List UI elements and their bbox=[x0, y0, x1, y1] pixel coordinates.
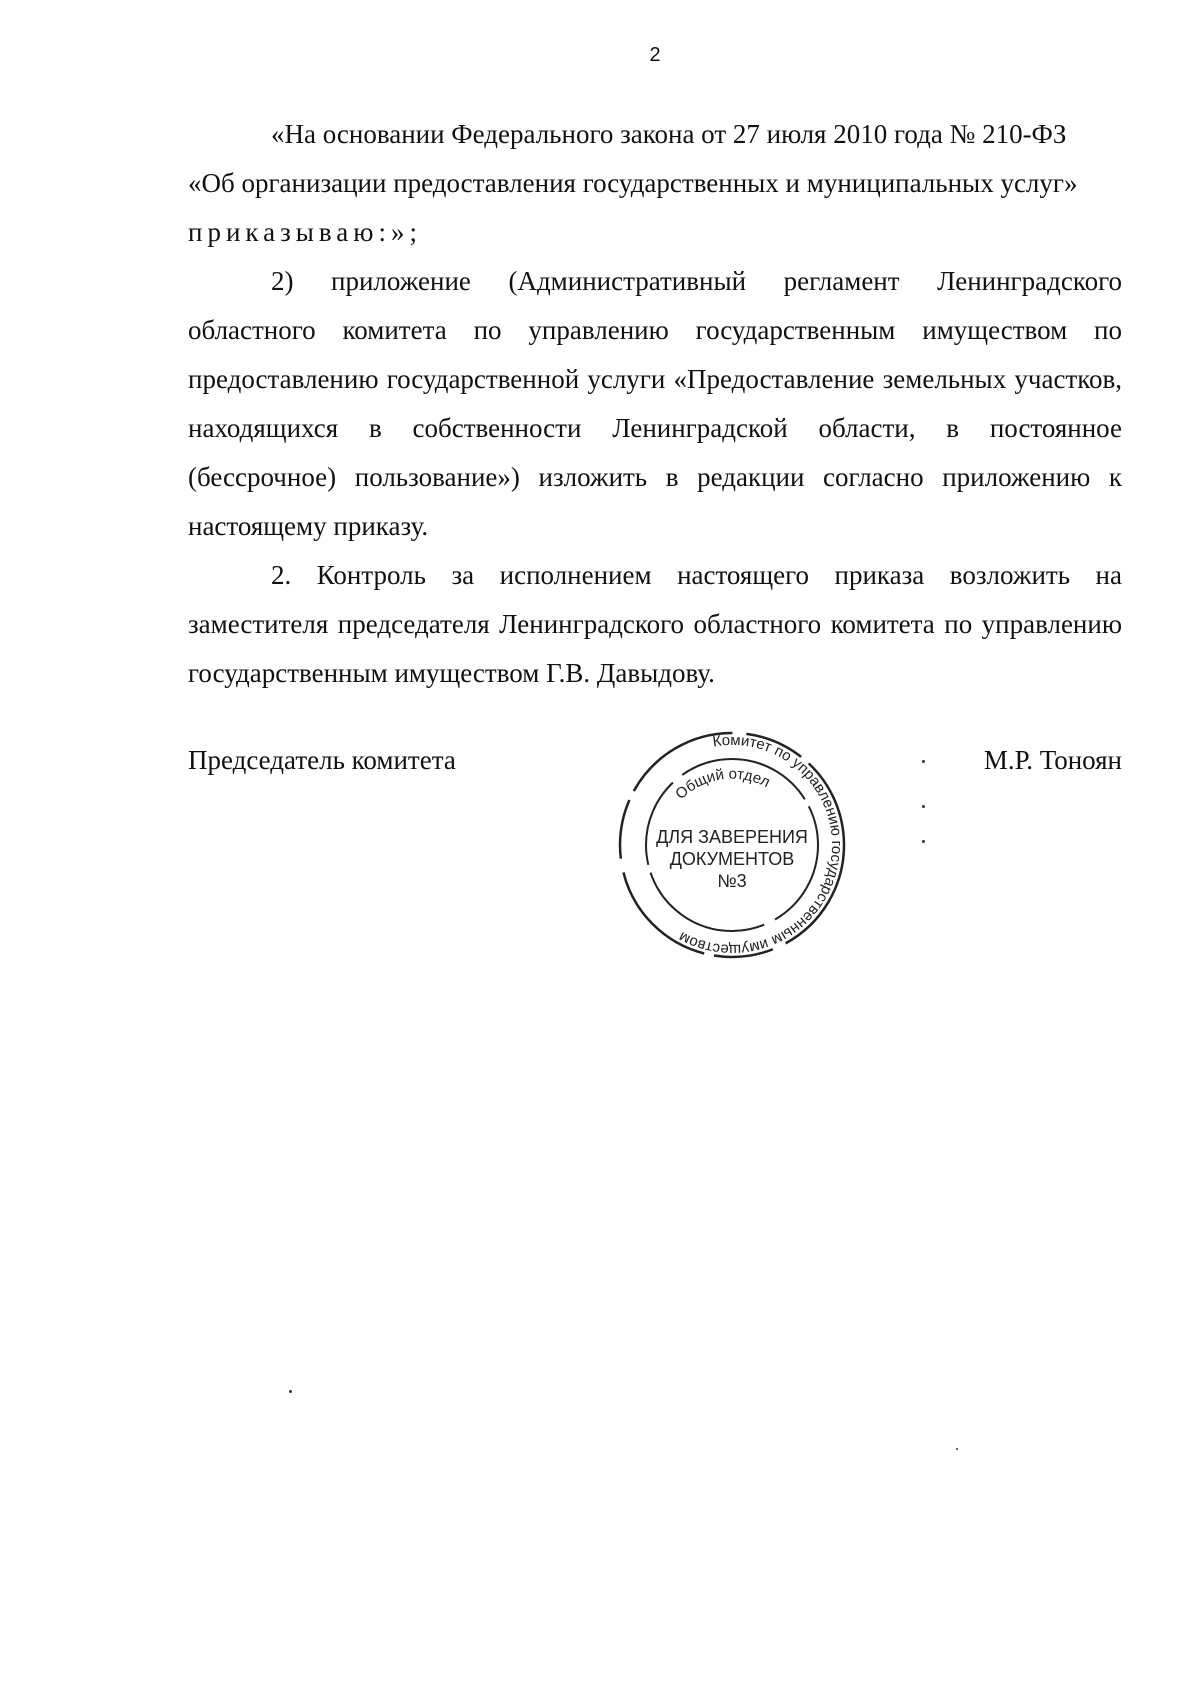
paragraph-1-line-2: «Об организации предоставления государственных и муниципальных услуг» bbox=[188, 168, 1078, 198]
official-stamp bbox=[614, 727, 850, 963]
signatory-name: М.Р. Тоноян bbox=[983, 745, 1122, 775]
scan-speck bbox=[289, 1390, 292, 1393]
page-number: 2 bbox=[649, 44, 661, 66]
stamp-line-1: ДЛЯ ЗАВЕРЕНИЯ bbox=[656, 827, 808, 847]
document-body bbox=[188, 110, 1122, 698]
stamp-line-2: ДОКУМЕНТОВ bbox=[669, 849, 795, 869]
stamp-line-3: №3 bbox=[717, 871, 747, 891]
stamp-outer-text: Комитет по управлению государственным имуществом bbox=[676, 731, 846, 959]
scan-speck bbox=[922, 805, 925, 808]
scan-speck bbox=[956, 1448, 958, 1450]
signatory-title: Председатель комитета bbox=[188, 745, 456, 775]
paragraph-1-line-1: «На основании Федерального закона от 27 июля 2010 года № 210-ФЗ bbox=[271, 119, 1067, 149]
scan-speck bbox=[922, 840, 925, 843]
scan-speck bbox=[922, 760, 925, 763]
paragraph-2: 2) приложение (Административный регламент Ленинградского областного комитета по управлению государственным имуществом по предоставлению государственной услуги «Предоставление земельных участков, находящихся в собственности Ленинградской области, в постоянное (бессрочное) пользование») изложить в редакции согласно приложению к настоящему приказу. bbox=[188, 266, 1122, 541]
paragraph-1-line-3: приказываю:»; bbox=[188, 217, 422, 247]
stamp-inner-text: Общий отдел bbox=[672, 765, 773, 803]
paragraph-3: 2. Контроль за исполнением настоящего приказа возложить на заместителя председателя Ленинградского областного комитета по управлению государственным имуществом Г.В. Давыдову. bbox=[188, 560, 1122, 688]
